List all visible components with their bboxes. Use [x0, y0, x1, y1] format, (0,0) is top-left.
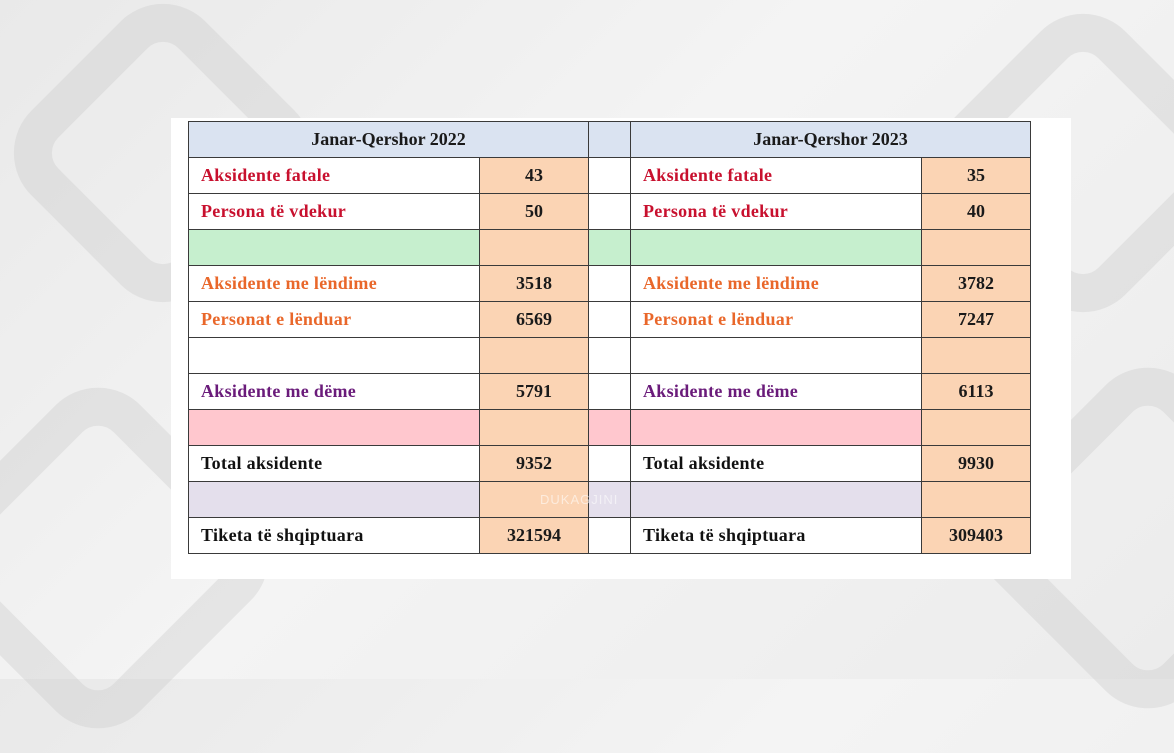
fatal-accidents-label: Aksidente fatale: [189, 158, 480, 194]
empty-cell: [922, 482, 1031, 518]
injured-persons-label: Personat e lënduar: [631, 302, 922, 338]
empty-cell: [922, 338, 1031, 374]
accident-statistics-table: [188, 121, 1031, 554]
empty-cell: [480, 338, 589, 374]
total-accidents-2023-value: 9930: [922, 446, 1031, 482]
total-accidents-label: Total aksidente: [189, 446, 480, 482]
column-separator: [589, 338, 631, 374]
column-separator: [589, 518, 631, 554]
column-separator: [589, 446, 631, 482]
table-row: [189, 518, 1031, 554]
table-row: [189, 374, 1031, 410]
damage-accidents-label: Aksidente me dëme: [189, 374, 480, 410]
table-row: [189, 446, 1031, 482]
period-2022-header: Janar-Qershor 2022: [189, 122, 589, 158]
header-row: [189, 122, 1031, 158]
injured-persons-2023-value: 7247: [922, 302, 1031, 338]
empty-cell: [631, 410, 922, 446]
injury-accidents-label: Aksidente me lëndime: [631, 266, 922, 302]
empty-cell: [189, 410, 480, 446]
table-row: [189, 302, 1031, 338]
empty-cell: [189, 338, 480, 374]
empty-cell: [631, 482, 922, 518]
damage-accidents-label: Aksidente me dëme: [631, 374, 922, 410]
column-separator: [589, 374, 631, 410]
total-accidents-2022-value: 9352: [480, 446, 589, 482]
empty-cell: [480, 230, 589, 266]
period-2023-header: Janar-Qershor 2023: [631, 122, 1031, 158]
fatal-accidents-label: Aksidente fatale: [631, 158, 922, 194]
deaths-label: Persona të vdekur: [189, 194, 480, 230]
injury-accidents-label: Aksidente me lëndime: [189, 266, 480, 302]
column-separator: [589, 158, 631, 194]
fatal-accidents-2023-value: 35: [922, 158, 1031, 194]
table-row: [189, 266, 1031, 302]
injured-persons-2022-value: 6569: [480, 302, 589, 338]
empty-cell: [480, 410, 589, 446]
column-separator: [589, 122, 631, 158]
column-separator: [589, 230, 631, 266]
spacer-row-pink: [189, 410, 1031, 446]
injury-accidents-2023-value: 3782: [922, 266, 1031, 302]
injured-persons-label: Personat e lënduar: [189, 302, 480, 338]
spacer-row-green: [189, 230, 1031, 266]
injury-accidents-2022-value: 3518: [480, 266, 589, 302]
table-row: [189, 158, 1031, 194]
empty-cell: [189, 482, 480, 518]
total-accidents-label: Total aksidente: [631, 446, 922, 482]
column-separator: [589, 194, 631, 230]
column-separator: [589, 302, 631, 338]
tickets-issued-2023-value: 309403: [922, 518, 1031, 554]
empty-cell: [922, 230, 1031, 266]
tickets-issued-2022-value: 321594: [480, 518, 589, 554]
watermark-logo: DUKAGJINI: [540, 492, 619, 507]
empty-cell: [631, 338, 922, 374]
tickets-issued-label: Tiketa të shqiptuara: [189, 518, 480, 554]
fatal-accidents-2022-value: 43: [480, 158, 589, 194]
column-separator: [589, 410, 631, 446]
table-row: [189, 194, 1031, 230]
column-separator: [589, 266, 631, 302]
empty-cell: [189, 230, 480, 266]
damage-accidents-2023-value: 6113: [922, 374, 1031, 410]
deaths-2022-value: 50: [480, 194, 589, 230]
empty-cell: [631, 230, 922, 266]
deaths-label: Persona të vdekur: [631, 194, 922, 230]
damage-accidents-2022-value: 5791: [480, 374, 589, 410]
tickets-issued-label: Tiketa të shqiptuara: [631, 518, 922, 554]
empty-cell: [922, 410, 1031, 446]
deaths-2023-value: 40: [922, 194, 1031, 230]
spacer-row-white: [189, 338, 1031, 374]
